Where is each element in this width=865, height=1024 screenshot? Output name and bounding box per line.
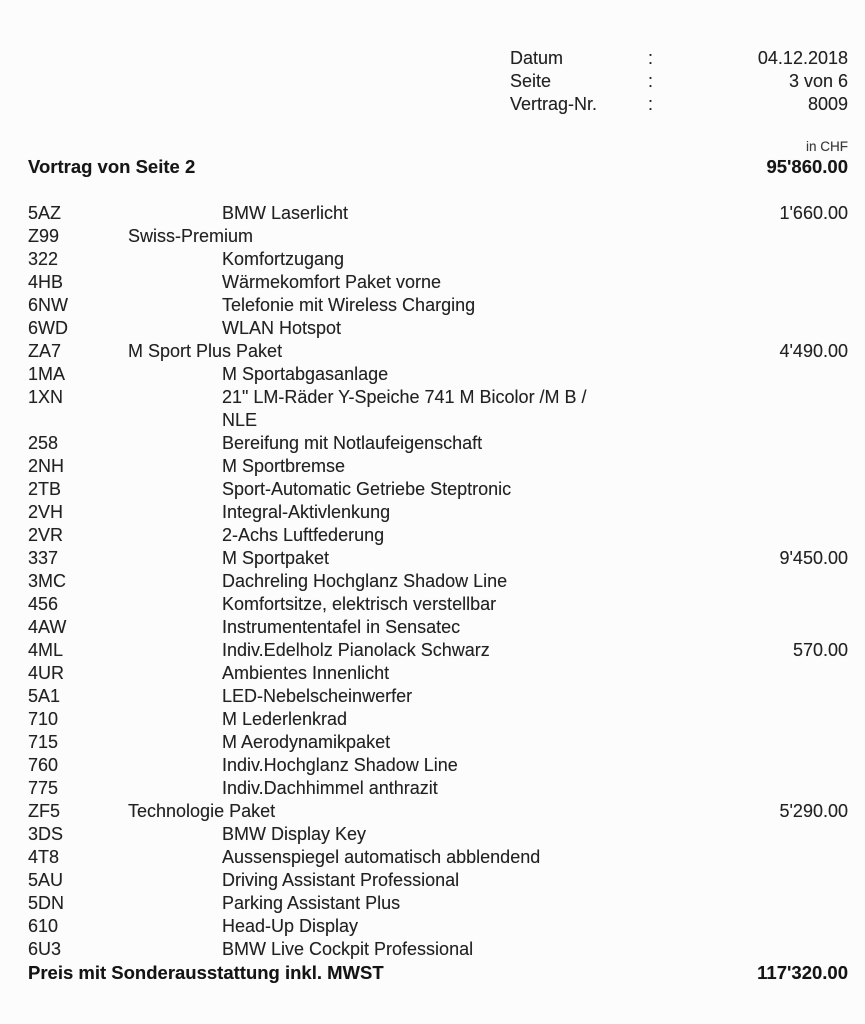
option-code: 4ML: [28, 640, 64, 660]
carryover-amount: 95'860.00: [766, 156, 848, 177]
option-row: [28, 616, 848, 639]
option-row: [28, 800, 848, 823]
option-code: 4UR: [28, 663, 65, 683]
meta-row-vertrag-nr: [510, 93, 848, 116]
option-row: [28, 248, 848, 271]
option-row: [28, 754, 848, 777]
option-row: [28, 271, 848, 294]
total-amount: 117'320.00: [757, 962, 848, 983]
meta-label-vertrag-nr: Vertrag-Nr.: [510, 94, 598, 114]
option-price: 9'450.00: [779, 548, 848, 568]
meta-label-datum: Datum: [510, 48, 564, 68]
option-row: [28, 501, 848, 524]
option-row: [28, 363, 848, 386]
option-row: [28, 685, 848, 708]
meta-label-seite: Seite: [510, 71, 552, 91]
option-row: [28, 938, 848, 961]
option-code: 5AU: [28, 870, 64, 890]
option-code: 1XN: [28, 387, 64, 407]
meta-value-datum: 04.12.2018: [757, 48, 848, 68]
option-row: [28, 846, 848, 869]
meta-separator: :: [648, 71, 654, 91]
option-code: 2NH: [28, 456, 65, 476]
currency-note: in CHF: [805, 139, 848, 154]
option-code: 322: [28, 249, 59, 269]
option-code: 710: [28, 709, 59, 729]
option-price: 5'290.00: [779, 801, 848, 821]
option-price: 1'660.00: [779, 203, 848, 223]
option-row: [28, 202, 848, 225]
option-code: 3DS: [28, 824, 64, 844]
option-row: [28, 547, 848, 570]
option-code: 5A1: [28, 686, 61, 706]
option-code: 4HB: [28, 272, 64, 292]
option-row: [28, 294, 848, 317]
option-row: [28, 524, 848, 547]
option-desc: 2-Achs Luftfederung: [222, 525, 385, 545]
option-row: [28, 869, 848, 892]
option-desc-continuation: NLE: [222, 410, 258, 430]
option-desc: Wärmekomfort Paket vorne: [222, 272, 442, 292]
meta-row-datum: [510, 47, 848, 70]
option-code: ZA7: [28, 341, 62, 361]
option-desc: Telefonie mit Wireless Charging: [222, 295, 476, 315]
option-row: [28, 386, 848, 432]
option-desc: Instrumententafel in Sensatec: [222, 617, 461, 637]
option-row: [28, 593, 848, 616]
option-code: 5AZ: [28, 203, 62, 223]
option-desc: M Aerodynamikpaket: [222, 732, 391, 752]
option-desc: M Sportbremse: [222, 456, 346, 476]
option-code: 2TB: [28, 479, 62, 499]
option-desc: M Sport Plus Paket: [128, 341, 283, 361]
option-desc: M Lederlenkrad: [222, 709, 348, 729]
option-code: 4T8: [28, 847, 60, 867]
option-desc: Dachreling Hochglanz Shadow Line: [222, 571, 508, 591]
option-price: 570.00: [792, 640, 848, 660]
option-code: Z99: [28, 226, 60, 246]
total-label: Preis mit Sonderausstattung inkl. MWST: [28, 962, 384, 983]
option-row: [28, 915, 848, 938]
option-code: 775: [28, 778, 59, 798]
option-row: [28, 455, 848, 478]
total-row: [28, 961, 848, 984]
option-row: [28, 662, 848, 685]
option-desc: Parking Assistant Plus: [222, 893, 401, 913]
option-code: ZF5: [28, 801, 61, 821]
option-row: [28, 432, 848, 455]
option-desc: M Sportpaket: [222, 548, 330, 568]
option-desc: Indiv.Dachhimmel anthrazit: [222, 778, 438, 798]
option-row: [28, 708, 848, 731]
option-desc: Aussenspiegel automatisch abblendend: [222, 847, 541, 867]
option-code: 6WD: [28, 318, 68, 338]
carryover-label: Vortrag von Seite 2: [28, 156, 196, 177]
option-desc: Swiss-Premium: [128, 226, 254, 246]
option-code: 456: [28, 594, 59, 614]
option-row: [28, 823, 848, 846]
option-code: 5DN: [28, 893, 65, 913]
option-code: 715: [28, 732, 59, 752]
option-code: 6NW: [28, 295, 68, 315]
option-row: [28, 731, 848, 754]
option-code: 258: [28, 433, 59, 453]
option-desc: BMW Laserlicht: [222, 203, 349, 223]
option-row: [28, 317, 848, 340]
option-desc: Indiv.Hochglanz Shadow Line: [222, 755, 458, 775]
option-desc: Indiv.Edelholz Pianolack Schwarz: [222, 640, 490, 660]
option-desc: 21" LM-Räder Y-Speiche 741 M Bicolor /M B / NLE: [128, 386, 848, 432]
header-meta: [510, 47, 848, 116]
meta-value-vertrag-nr: 8009: [807, 94, 848, 114]
option-desc: Sport-Automatic Getriebe Steptronic: [222, 479, 512, 499]
option-row: [28, 478, 848, 501]
carryover-row: [28, 155, 848, 178]
option-desc: M Sportabgasanlage: [222, 364, 389, 384]
option-desc: BMW Live Cockpit Professional: [222, 939, 474, 959]
option-desc: Technologie Paket: [128, 801, 276, 821]
option-price: 4'490.00: [779, 341, 848, 361]
option-desc: BMW Display Key: [222, 824, 367, 844]
option-code: 4AW: [28, 617, 67, 637]
option-desc: Komfortsitze, elektrisch verstellbar: [222, 594, 497, 614]
meta-separator: :: [648, 94, 654, 114]
option-row: [28, 777, 848, 800]
option-desc: Head-Up Display: [222, 916, 359, 936]
option-code: 3MC: [28, 571, 67, 591]
option-code: 1MA: [28, 364, 66, 384]
option-row: [28, 639, 848, 662]
option-code: 337: [28, 548, 59, 568]
option-code: 2VR: [28, 525, 64, 545]
option-code: 610: [28, 916, 59, 936]
option-row: [28, 340, 848, 363]
meta-value-seite: 3 von 6: [788, 71, 848, 91]
option-row: [28, 570, 848, 593]
option-desc: Ambientes Innenlicht: [222, 663, 390, 683]
option-desc: Integral-Aktivlenkung: [222, 502, 391, 522]
option-code: 760: [28, 755, 59, 775]
options-list: [28, 202, 848, 984]
option-desc: WLAN Hotspot: [222, 318, 342, 338]
option-desc: Bereifung mit Notlaufeigenschaft: [222, 433, 483, 453]
option-desc: Driving Assistant Professional: [222, 870, 460, 890]
option-desc: LED-Nebelscheinwerfer: [222, 686, 413, 706]
option-row: [28, 225, 848, 248]
option-code: 6U3: [28, 939, 62, 959]
option-code: 2VH: [28, 502, 64, 522]
meta-separator: :: [648, 48, 654, 68]
meta-row-seite: [510, 70, 848, 93]
option-desc: Komfortzugang: [222, 249, 345, 269]
option-row: [28, 892, 848, 915]
